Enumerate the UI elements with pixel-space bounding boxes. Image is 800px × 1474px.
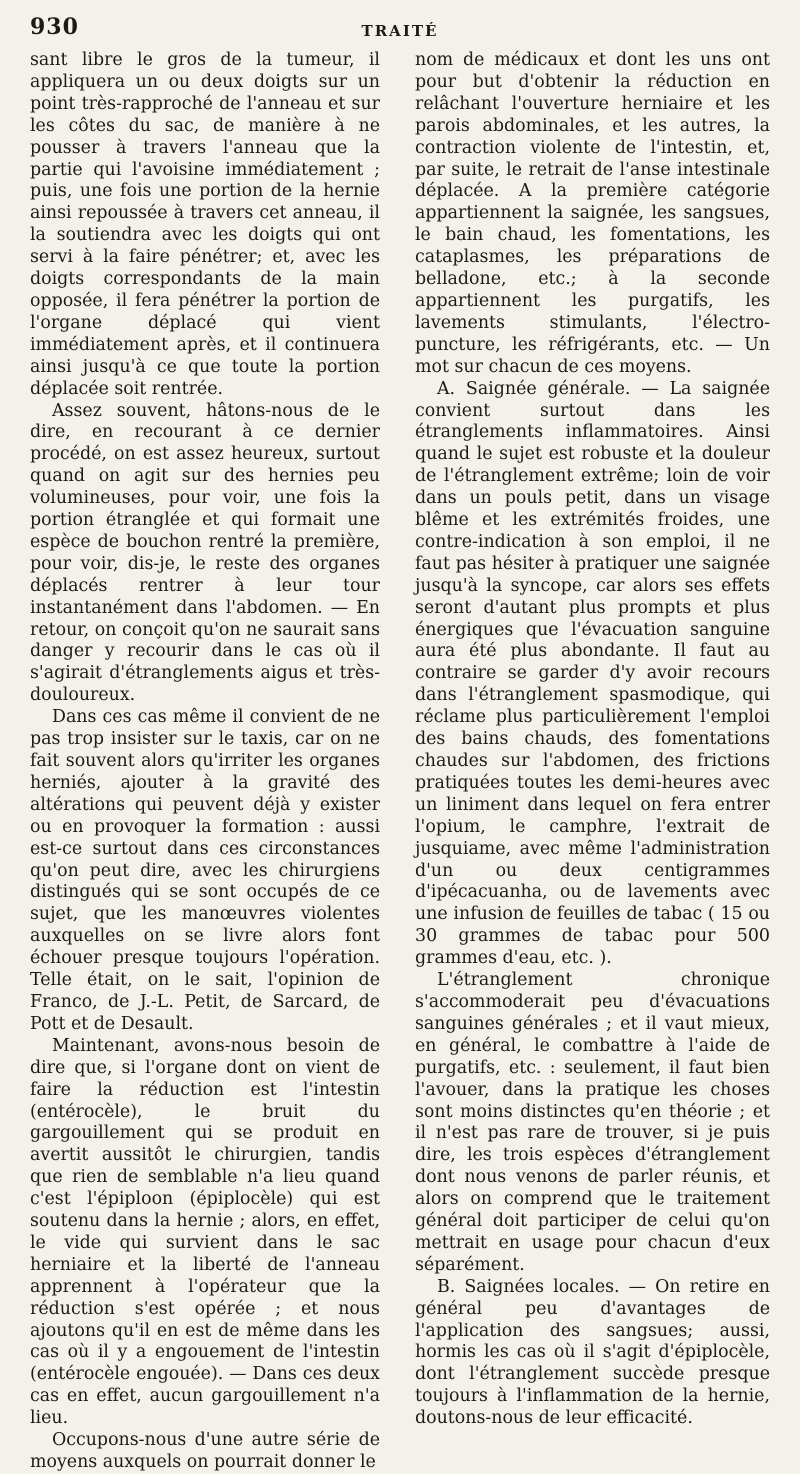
paragraph: Occupons-nous d'une autre série de moyens auxquels on pourrait donner le: [30, 1430, 380, 1472]
paragraph: B. Saignées locales. — On retire en général peu d'avantages de l'application des sangsues; aussi, hormis les cas où il s'agit d'épiplocèle, dont l'étranglement succède presque toujours à l'inflammation de la hernie, doutons-nous de leur efficacité.: [415, 1276, 770, 1429]
paragraph: Dans ces cas même il convient de ne pas trop insister sur le taxis, car on ne fait souvent alors qu'irriter les organes herniés, ajouter à la gravité des altérations qui peuvent déjà y exister ou en provoquer la formation : aussi est-ce surtout dans ces circonstances qu'on peut dire, avec les chirurgiens distingués qui se sont occupés de ce sujet, que les manœuvres violentes auxquelles on se livre alors font échouer presque toujours l'opération. Telle était, on le sait, l'opinion de Franco, de J.-L. Petit, de Sarcard, de Pott et de Desault.: [30, 707, 380, 1034]
paragraph: nom de médicaux et dont les uns ont pour but d'obtenir la réduction en relâchant l'ouverture herniaire et les parois abdominales, et les autres, la contraction violente de l'intestin, et, par suite, le retrait de l'anse intestinale déplacée. A la première catégorie appartiennent la saignée, les sangsues, le bain chaud, les fomentations, les cataplasmes, les préparations de belladone, etc.; à la seconde appartiennent les purgatifs, les lavements stimulants, l'électro-puncture, les réfrigérants, etc. — Un mot sur chacun de ces moyens.: [415, 50, 770, 377]
paragraph: Assez souvent, hâtons-nous de le dire, en recourant à ce dernier procédé, on est assez heureux, surtout quand on agit sur des hernies peu volumineuses, pour voir, une fois la portion étranglée et qui formait une espèce de bouchon rentré la première, pour voir, dis-je, le reste des organes déplacés rentrer à leur tour instantanément dans l'abdomen. — En retour, on conçoit qu'on ne saurait sans danger y recourir dans le cas où il s'agirait d'étranglements aigus et très-douloureux.: [30, 400, 380, 706]
left-column: [30, 50, 380, 1474]
page-number: 930: [30, 14, 79, 40]
right-column: [415, 50, 770, 1430]
paragraph: L'étranglement chronique s'accommoderait peu d'évacuations sanguines générales ; et il vaut mieux, en général, le combattre à l'aide de purgatifs, etc. : seulement, il faut bien l'avouer, dans la pratique les choses sont moins distinctes qu'en théorie ; et il n'est pas rare de trouver, si je puis dire, les trois espèces d'étranglement dont nous venons de parler réunis, et alors on comprend que le traitement général doit participer de celui qu'on mettrait en usage pour chacun d'eux séparément.: [415, 970, 770, 1275]
paragraph: Maintenant, avons-nous besoin de dire que, si l'organe dont on vient de faire la réduction est l'intestin (entérocèle), le bruit du gargouillement qui se produit en avertit aussitôt le chirurgien, tandis que rien de semblable n'a lieu quand c'est l'épiploon (épiplocèle) qui est soutenu dans la hernie ; alors, en effet, le vide qui survient dans le sac herniaire et la liberté de l'anneau apprennent à l'opérateur que la réduction s'est opérée ; et nous ajoutons qu'il en est de même dans les cas où il y a engouement de l'intestin (entérocèle engouée). — Dans ces deux cas en effet, aucun gargouillement n'a lieu.: [30, 1035, 380, 1429]
running-title: TRAITÉ: [361, 22, 439, 40]
paragraph: sant libre le gros de la tumeur, il appliquera un ou deux doigts sur un point très-rapproché de l'anneau et sur les côtes du sac, de manière à ne pousser à travers l'anneau que la partie qui l'avoisine immédiatement ; puis, une fois une portion de la hernie ainsi repoussée à travers cet anneau, il la soutiendra avec les doigts qui ont servi à la faire pénétrer; et, avec les doigts correspondants de la main opposée, il fera pénétrer la portion de l'organe déplacé qui vient immédiatement après, et il continuera ainsi jusqu'à ce que toute la portion déplacée soit rentrée.: [30, 50, 380, 399]
paragraph: A. Saignée générale. — La saignée convient surtout dans les étranglements inflammatoires. Ainsi quand le sujet est robuste et la douleur de l'étranglement extrême; loin de voir dans un pouls petit, dans un visage blême et les extrémités froides, une contre-indication à son emploi, il ne faut pas hésiter à pratiquer une saignée jusqu'à la syncope, car alors ses effets seront d'autant plus prompts et plus énergiques que l'évacuation sanguine aura été plus abondante. Il faut au contraire se garder d'y avoir recours dans l'étranglement spasmodique, qui réclame plus particulièrement l'emploi des bains chauds, des fomentations chaudes sur l'abdomen, des frictions pratiquées toutes les demi-heures avec un liniment dans lequel on fera entrer l'opium, le camphre, l'extrait de jusquiame, avec même l'administration d'un ou deux centigrammes d'ipécacuanha, ou de lavements avec une infusion de feuilles de tabac ( 15 ou 30 grammes de tabac pour 500 grammes d'eau, etc. ).: [415, 378, 770, 969]
